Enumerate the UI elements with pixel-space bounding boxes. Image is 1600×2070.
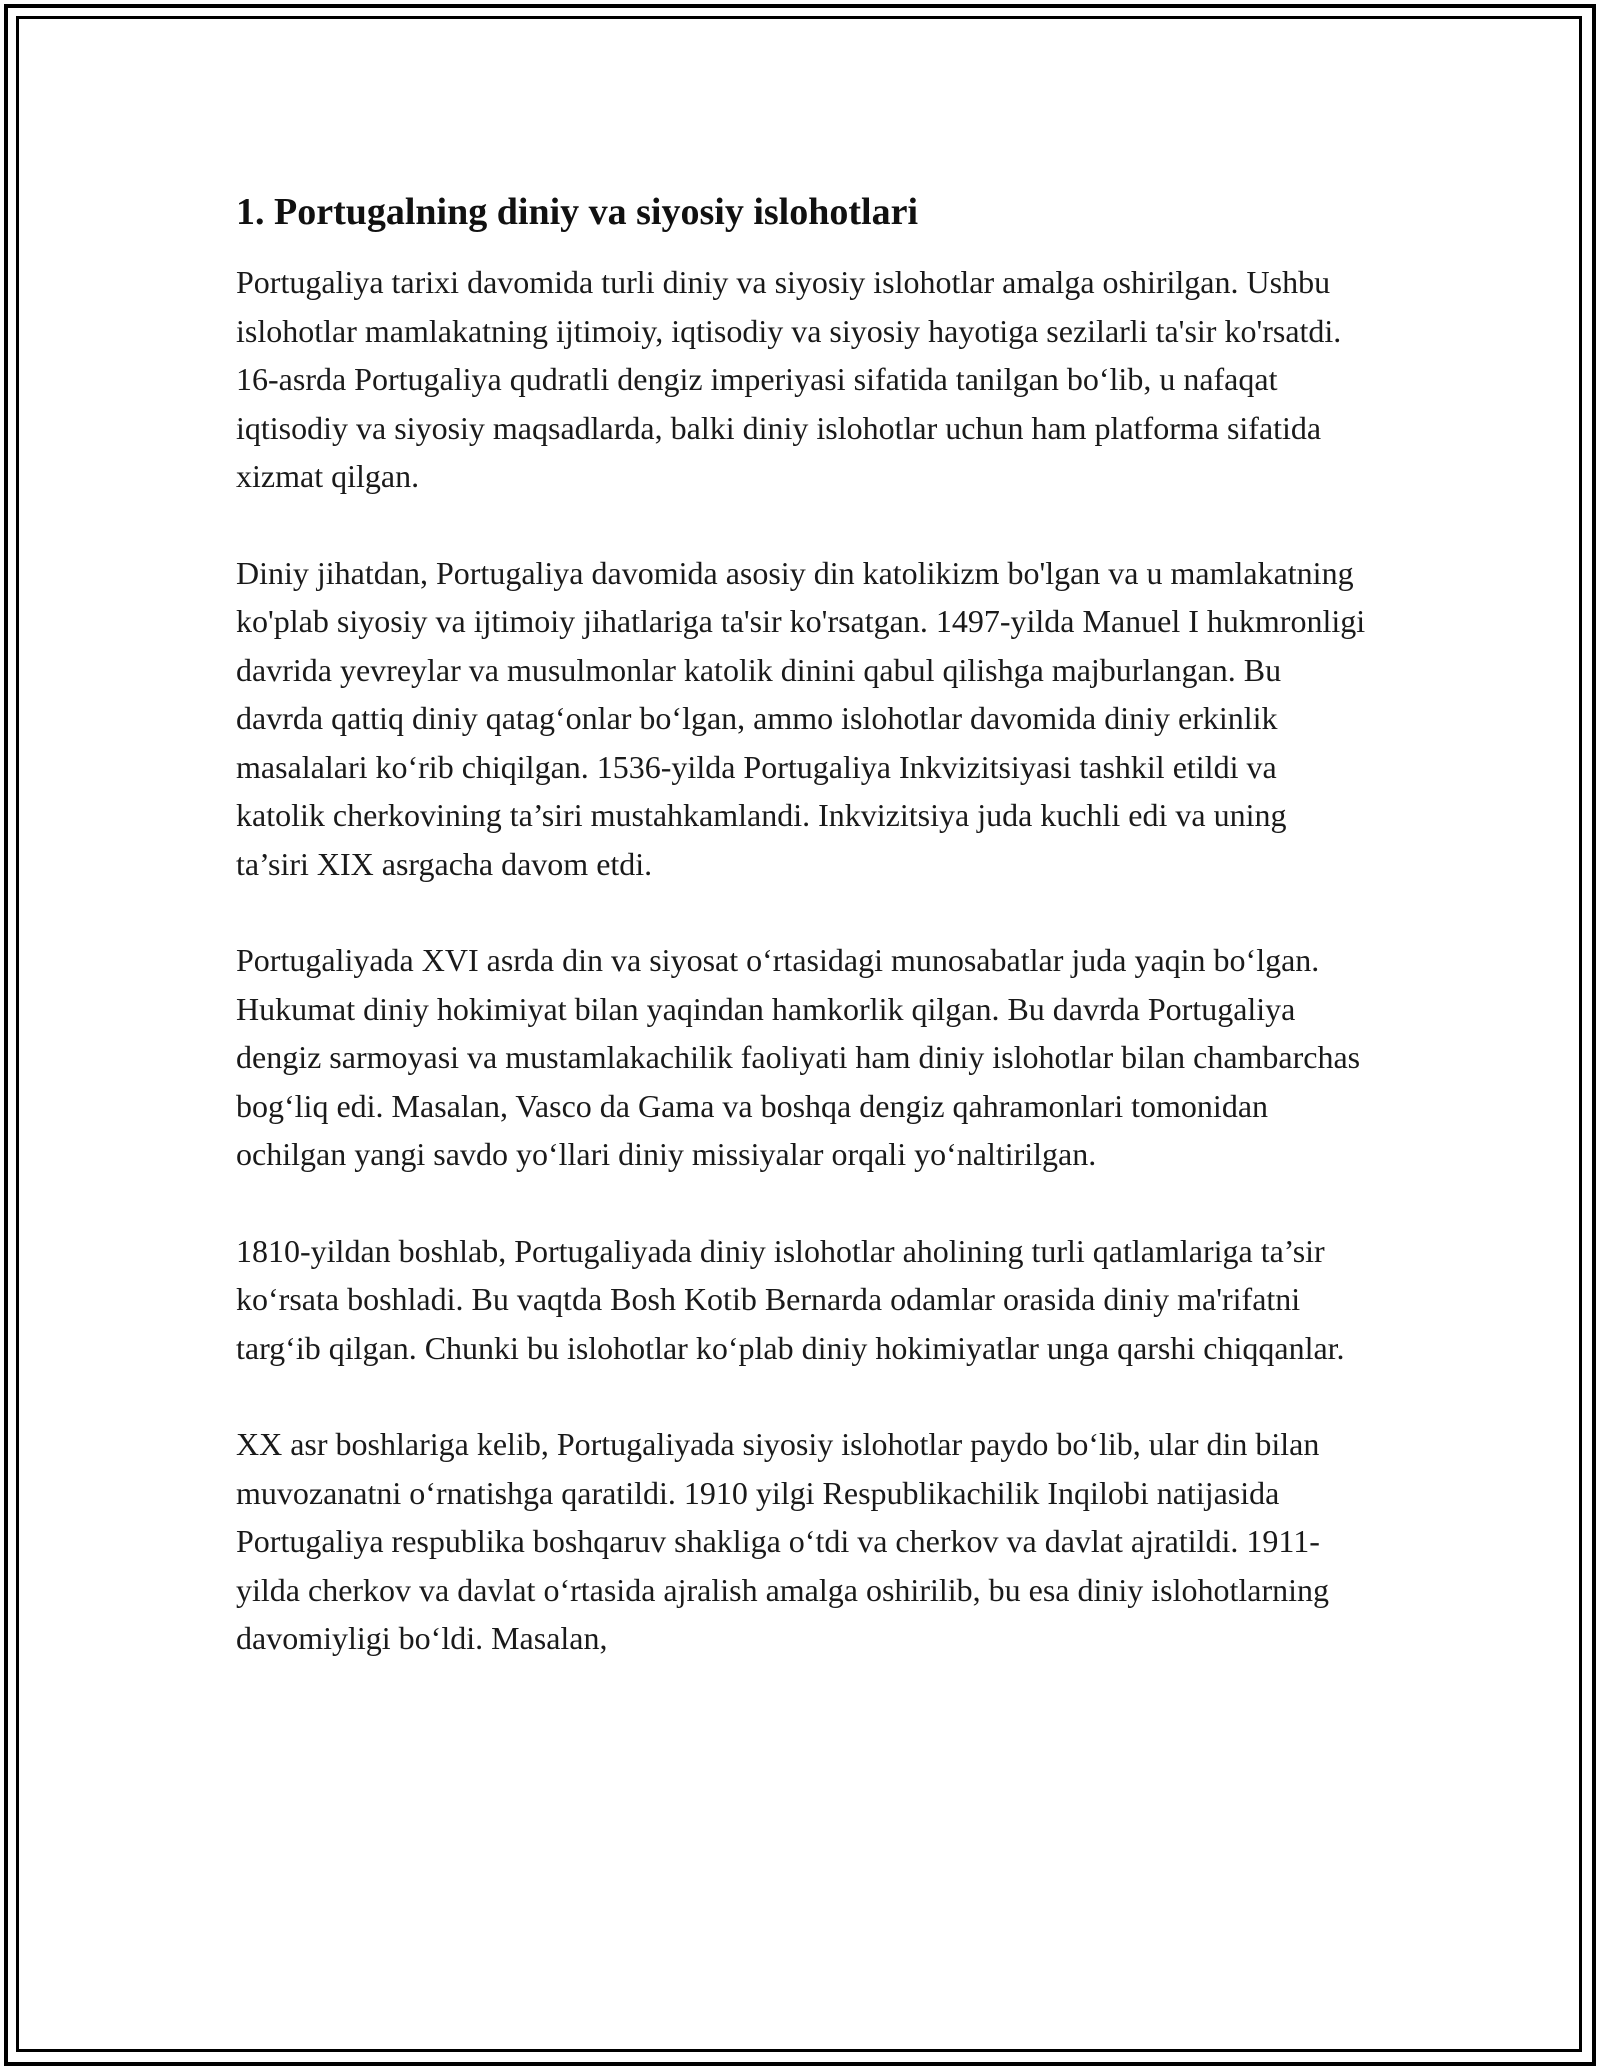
paragraph-4: 1810-yildan boshlab, Portugaliyada diniy islohotlar aholining turli qatlamlariga ta’sir ko‘rsata boshladi. Bu vaqtda Bosh Kotib Bernarda odamlar orasida diniy ma'rifatni targ‘ib qilgan. Chunki bu islohotlar ko‘plab diniy hokimiyatlar unga qarshi chiqqanlar. <box>236 1232 1345 1366</box>
paragraph-5: XX asr boshlariga kelib, Portugaliyada siyosiy islohotlar paydo bo‘lib, ular din bilan muvozanatni o‘rnatishga qaratildi. 1910 yilgi Respublikachilik Inqilobi natijasida Portugaliya respublika boshqaruv shakliga o‘tdi va cherkov va davlat ajratildi. 1911-yilda cherkov va davlat o‘rtasida ajralish amalga oshirilib, bu esa diniy islohotlarning davomiyligi bo‘ldi. Masalan, <box>236 1426 1330 1656</box>
paragraph-2: Diniy jihatdan, Portugaliya davomida asosiy din katolikizm bo'lgan va u mamlakatning ko'plab siyosiy va ijtimoiy jihatlariga ta'sir ko'rsatgan. 1497-yilda Manuel I hukmronligi davrida yevreylar va musulmonlar katolik dinini qabul qilishga majburlangan. Bu davrda qattiq diniy qatag‘onlar bo‘lgan, ammo islohotlar davomida diniy erkinlik masalalari ko‘rib chiqilgan. 1536-yilda Portugaliya Inkvizitsiyasi tashkil etildi va katolik cherkovining ta’siri mustahkamlandi. Inkvizitsiya juda kuchli edi va uning ta’siri XIX asrgacha davom etdi. <box>236 554 1366 882</box>
section-heading: 1. Portugalning diniy va siyosiy islohotlari <box>236 191 918 233</box>
document-body <box>236 186 1366 1711</box>
paragraph-3: Portugaliyada XVI asrda din va siyosat o‘rtasidagi munosabatlar juda yaqin bo‘lgan. Hukumat diniy hokimiyat bilan yaqindan hamkorlik qilgan. Bu davrda Portugaliya dengiz sarmoyasi va mustamlakachilik faoliyati ham diniy islohotlar bilan chambarchas bog‘liq edi. Masalan, Vasco da Gama va boshqa dengiz qahramonlari tomonidan ochilgan yangi savdo yo‘llari diniy missiyalar orqali yo‘naltirilgan. <box>236 942 1361 1172</box>
paragraph-1: Portugaliya tarixi davomida turli diniy va siyosiy islohotlar amalga oshirilgan. Ushbu islohotlar mamlakatning ijtimoiy, iqtisodiy va siyosiy hayotiga sezilarli ta'sir ko'rsatdi. 16-asrda Portugaliya qudratli dengiz imperiyasi sifatida tanilgan bo‘lib, u nafaqat iqtisodiy va siyosiy maqsadlarda, balki diniy islohotlar uchun ham platforma sifatida xizmat qilgan. <box>236 264 1342 494</box>
